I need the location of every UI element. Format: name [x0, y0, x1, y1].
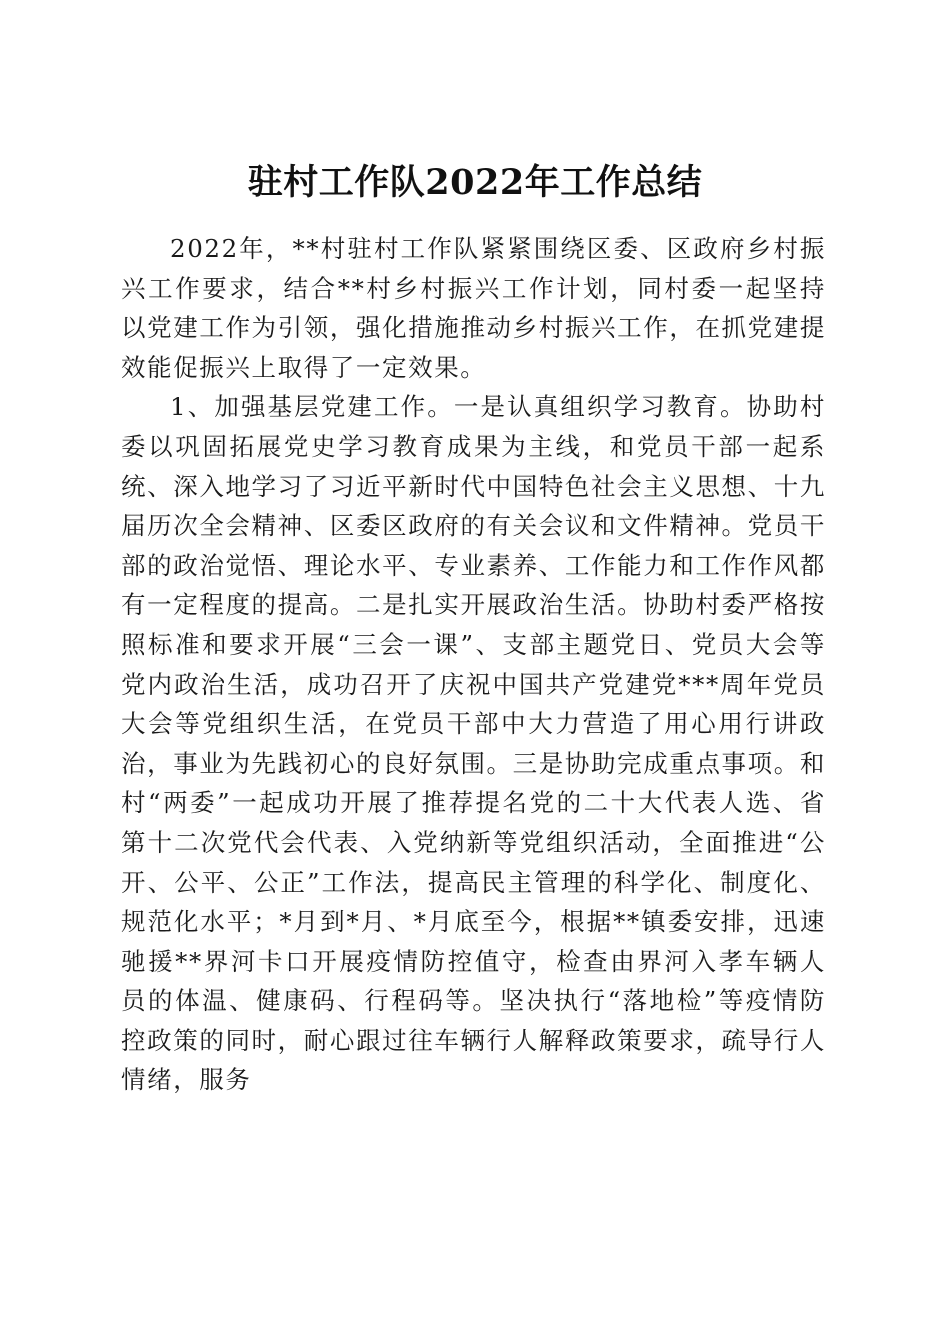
paragraph-intro: 2022年，**村驻村工作队紧紧围绕区委、区政府乡村振兴工作要求，结合**村乡村振兴工作计划，同村委一起坚持以党建工作为引领，强化措施推动乡村振兴工作，在抓党建提效能促振兴上取得了一定效果。	[121, 234, 826, 382]
paragraph-party-building: 1、加强基层党建工作。一是认真组织学习教育。协助村委以巩固拓展党史学习教育成果为主线，和党员干部一起系统、深入地学习了习近平新时代中国特色社会主义思想、十九届历次全会精神、区委区政府的有关会议和文件精神。党员干部的政治觉悟、理论水平、专业素养、工作能力和工作作风都有一定程度的提高。二是扎实开展政治生活。协助村委严格按照标准和要求开展“三会一课”、支部主题党日、党员大会等党内政治生活，成功召开了庆祝中国共产党建党***周年党员大会等党组织生活，在党员干部中大力营造了用心用行讲政治，事业为先践初心的良好氛围。三是协助完成重点事项。和村“两委”一起成功开展了推荐提名党的二十大代表人选、省第十二次党代会代表、入党纳新等党组织活动，全面推进“公开、公平、公正”工作法，提高民主管理的科学化、制度化、规范化水平；*月到*月、*月底至今，根据**镇委安排，迅速驰援**界河卡口开展疫情防控值守，检查由界河入孝车辆人员的体温、健康码、行程码等。坚决执行“落地检”等疫情防控政策的同时，耐心跟过往车辆行人解释政策要求，疏导行人情绪，服务	[121, 392, 826, 1095]
document-body	[121, 229, 826, 1100]
document-title: 驻村工作队2022年工作总结	[247, 162, 703, 204]
